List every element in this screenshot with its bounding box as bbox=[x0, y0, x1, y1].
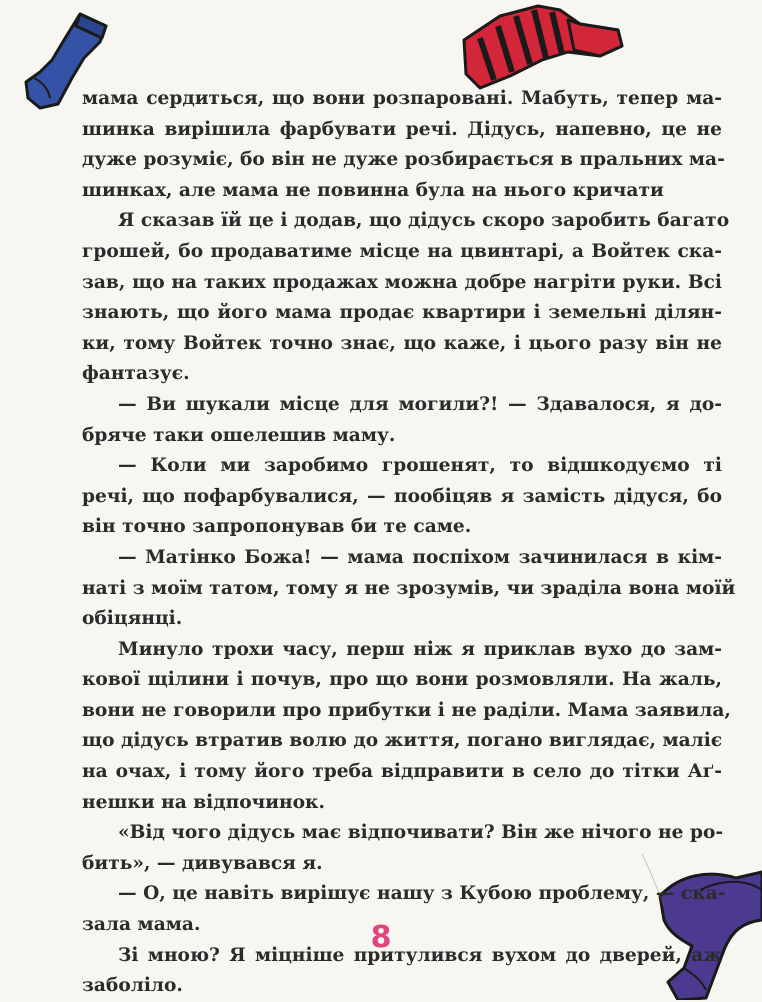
text-line: зала мама. bbox=[82, 914, 201, 936]
body-text bbox=[82, 84, 736, 1002]
text-line: Зі мною? Я міцніше притулився вухом до дверей, аж bbox=[118, 944, 722, 966]
text-line: грошей, бо продаватиме місце на цвинтарі, а Войтек ска- bbox=[82, 240, 722, 262]
text-line: «Від чого дідусь має відпочивати? Він же нічого не ро- bbox=[118, 822, 724, 844]
text-line: зав, що на таких продажах можна добре нагріти руки. Всі bbox=[82, 271, 722, 293]
text-line: — Ви шукали місце для могили?! — Здавалося, я до- bbox=[118, 393, 722, 415]
text-line: дуже розуміє, бо він не дуже розбирається в пральних ма- bbox=[82, 149, 725, 171]
text-line: на очах, і тому його треба відправити в село до тітки Аґ- bbox=[82, 761, 722, 783]
text-line: що дідусь втратив волю до життя, погано виглядає, маліє bbox=[82, 730, 723, 752]
text-line: знають, що його мама продає квартири і земельні ділян- bbox=[82, 302, 722, 324]
text-line: він точно запропонував би те саме. bbox=[82, 516, 472, 538]
text-line: Минуло трохи часу, перш ніж я приклав вухо до зам- bbox=[118, 638, 722, 660]
text-line: мама сердиться, що вони розпаровані. Мабуть, тепер ма- bbox=[82, 88, 722, 109]
text-line: шинках, але мама не повинна була на нього кричати bbox=[82, 179, 664, 201]
text-line: кової щілини і почув, про що вони розмовляли. На жаль, bbox=[82, 669, 722, 691]
text-line: фантазує. bbox=[82, 363, 190, 385]
text-line: бить», — дивувався я. bbox=[82, 852, 323, 874]
text-line: ки, тому Войтек точно знає, що каже, і цього разу він не bbox=[82, 332, 722, 354]
text-line: Я сказав їй це і додав, що дідусь скоро заробить багато bbox=[118, 210, 730, 232]
text-line: — Матінко Божа! — мама поспіхом зачинилася в кім- bbox=[118, 546, 722, 568]
text-line: нешки на відпочинок. bbox=[82, 791, 325, 813]
text-line: обіцянці. bbox=[82, 608, 183, 630]
text-line: заболіло. bbox=[82, 975, 183, 997]
text-line: вони не говорили про прибутки і не раділи. Мама заявила, bbox=[82, 699, 731, 721]
text-line: наті з моїм татом, тому я не зрозумів, чи зраділа вона моїй bbox=[82, 577, 736, 599]
text-line: — Коли ми заробимо грошенят, то відшкодуємо ті bbox=[118, 455, 722, 477]
text-line: шинка вирішила фарбувати речі. Дідусь, напевно, це не bbox=[82, 118, 722, 140]
text-line: — О, це навіть вирішує нашу з Кубою проблему, — ска- bbox=[118, 883, 726, 905]
page-number: 8 bbox=[370, 920, 392, 955]
text-line: речі, що пофарбувалися, — пообіцяв я замість дідуся, бо bbox=[82, 485, 722, 507]
text-line: бряче таки ошелешив маму. bbox=[82, 424, 396, 446]
